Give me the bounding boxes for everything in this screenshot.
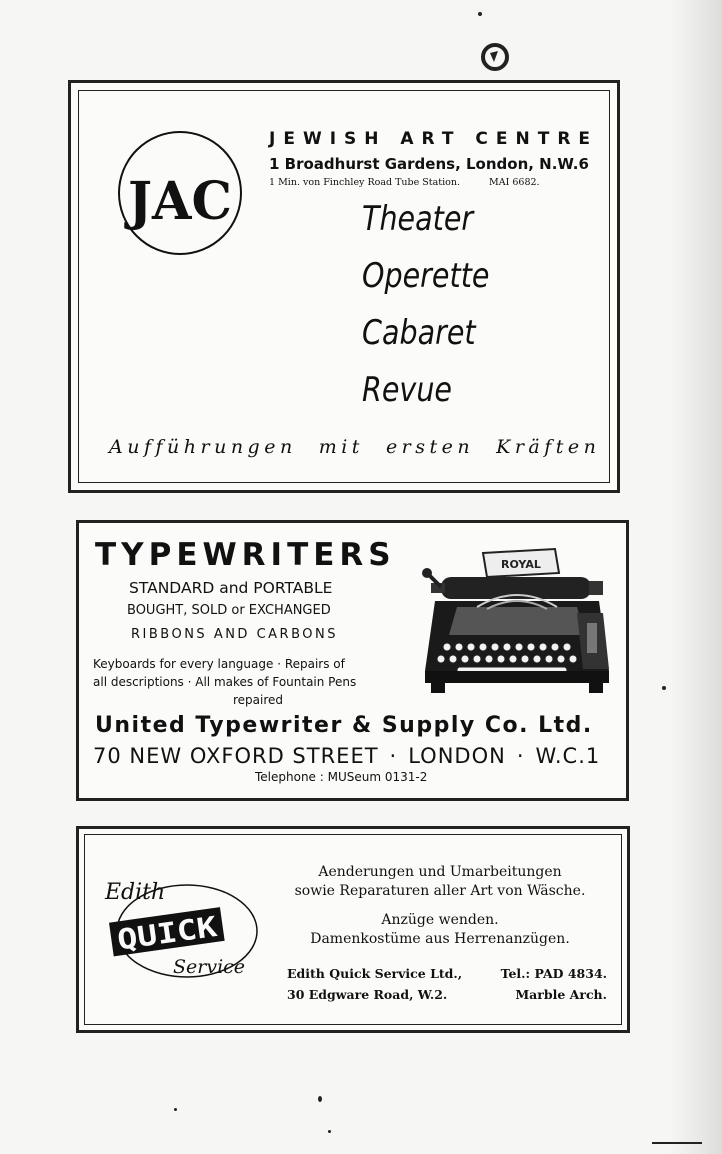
standard-portable: STANDARD and PORTABLE	[129, 579, 333, 597]
description-line: sowie Reparaturen aller Art von Wäsche.	[294, 883, 586, 899]
page-edge-shadow	[670, 0, 722, 1154]
ad-typewriters	[76, 520, 629, 801]
ad-jewish-art-centre	[68, 80, 620, 493]
tagline-word: Kräften	[496, 436, 601, 458]
ring-mark-icon	[478, 40, 512, 74]
print-speck	[478, 12, 482, 16]
tagline-word: mit	[318, 436, 364, 458]
inner-frame	[84, 834, 622, 1025]
genre-item: Revue	[362, 370, 452, 410]
print-speck	[174, 1108, 177, 1111]
tagline-word: ersten	[385, 436, 475, 458]
company-name: United Typewriter & Supply Co. Ltd.	[95, 713, 593, 738]
typewriter-brand: ROYAL	[501, 558, 541, 571]
print-speck	[328, 1130, 331, 1133]
bottom-rule	[652, 1142, 702, 1144]
typewriters-heading: TYPEWRITERS	[95, 537, 396, 573]
edith-telephone: Tel.: PAD 4834.	[500, 966, 607, 981]
bought-sold: BOUGHT, SOLD or EXCHANGED	[127, 603, 331, 618]
edith-area: Marble Arch.	[515, 987, 607, 1002]
description-line: Anzüge wenden.	[381, 912, 499, 928]
logo-edith: Edith	[105, 880, 166, 905]
description-line: Aenderungen und Umarbeitungen	[318, 864, 562, 880]
centre-title: JEWISH ART CENTRE	[269, 129, 599, 149]
print-speck	[662, 686, 666, 690]
company-address: 70 NEW OXFORD STREET · LONDON · W.C.1	[93, 744, 601, 768]
genre-item: Operette	[362, 256, 490, 296]
company-telephone: Telephone : MUSeum 0131-2	[255, 770, 428, 784]
print-speck	[318, 1096, 322, 1102]
directions-line	[269, 177, 609, 188]
header-block	[269, 129, 609, 188]
logo-service: Service	[173, 956, 246, 978]
ribbons-carbons: RIBBONS AND CARBONS	[131, 627, 338, 642]
jac-logo	[115, 127, 245, 257]
edith-address: 30 Edgware Road, W.2.	[287, 987, 448, 1002]
address-part: W.C.1	[535, 744, 601, 768]
services-line: Keyboards for every language · Repairs of	[93, 657, 345, 671]
services-description	[275, 863, 605, 949]
centre-address: 1 Broadhurst Gardens, London, N.W.6	[269, 155, 589, 173]
jac-logo-text: JAC	[124, 171, 232, 232]
tagline-word: Aufführungen	[109, 436, 297, 458]
genre-list	[362, 191, 514, 419]
services-text	[93, 655, 413, 709]
services-line: repaired	[233, 693, 284, 707]
centre-telephone: MAI 6682.	[489, 177, 540, 188]
edith-company: Edith Quick Service Ltd.,	[287, 966, 463, 981]
address-part: 70 NEW OXFORD STREET	[93, 744, 379, 768]
contact-block	[287, 963, 607, 1005]
ad-edith-quick-service	[76, 826, 630, 1033]
address-part: LONDON	[408, 744, 506, 768]
genre-item: Cabaret	[362, 313, 476, 353]
inner-frame	[78, 90, 610, 483]
tagline	[109, 436, 601, 458]
genre-item: Theater	[362, 199, 474, 239]
directions: 1 Min. von Finchley Road Tube Station.	[269, 177, 460, 188]
services-line: all descriptions · All makes of Fountain Pens	[93, 675, 357, 689]
edith-quick-logo	[95, 867, 265, 987]
description-line: Damenkostüme aus Herrenanzügen.	[310, 931, 570, 947]
typewriter-illustration-icon	[417, 543, 617, 703]
logo-quick: QUICK	[115, 912, 204, 957]
